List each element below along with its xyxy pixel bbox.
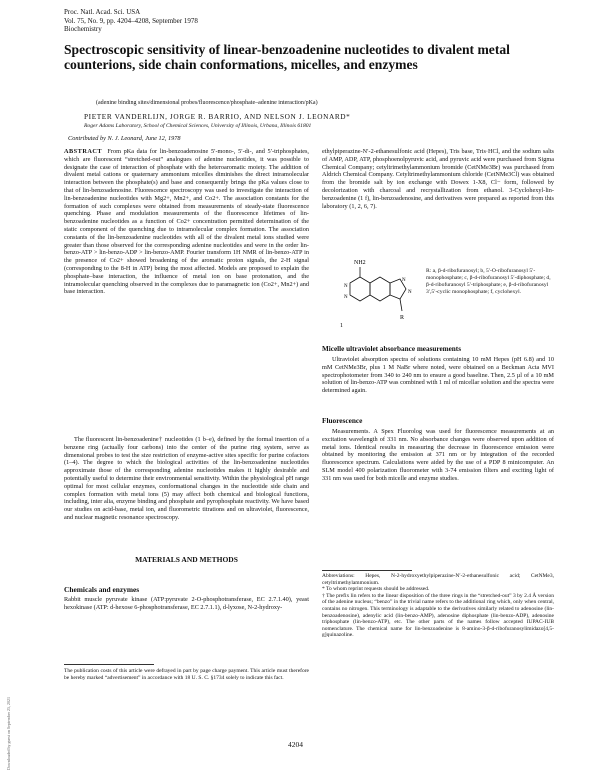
abbreviations-footnote: Abbreviations: Hepes, N-2-hydroxyethylpiperazine-N′-2-ethanesulfonic acid; CetNMe3, cetyltrimethylammonium. <box>322 573 554 586</box>
right-footnotes <box>322 573 554 639</box>
svg-text:N: N <box>344 295 348 300</box>
structure-legend: R: a, β-d-ribofuranosyl; b, 5′-O-ribofuranosyl 5′-monophosphate; c, β-d-ribofuranosyl 5′-diphosphate; d, β-d-ribofuranosyl 5′-triphosphate; e, β-d-ribofuranosyl 3′,5′-cyclic monophosphate; f, cyclohexyl. <box>426 268 551 295</box>
fluorescence-heading: Fluorescence <box>322 416 363 425</box>
authors: PIETER VANDERLIJN, JORGE R. BARRIO, AND NELSON J. LEONARD* <box>84 112 351 121</box>
abstract-label: ABSTRACT <box>64 148 103 155</box>
micelle-text: Ultraviolet absorption spectra of solutions containing 10 mM Hepes (pH 6.8) and 10 mM CetNMe3Br, plus 1 M NaBr where noted, were obtained on a Beckman Acta MVI spectrophotometer from 340 to 240 nm to ensure a good baseline. Then, 2.5 µl of a 10 mM solution of lin-benzo-ATP was combined with 1 ml of micellar solution and the spectra were determined again. <box>322 356 554 395</box>
download-watermark: Downloaded by guest on September 25, 2021 <box>6 697 11 770</box>
abstract-text: From pKa data for lin-benzoadenosine 5′-mono-, 5′-di-, and 5′-triphosphates, which are fluorescent “stretched-out” analogues of adenine nucleotides, it was possible to designate the case of interaction of phosphate with the heteroaromatic moiety. The addition of divalent metal cations or quaternary ammonium micelles diminishes the direct intramolecular interaction between the phosphate(s) and base and consequently brings the pKa values close to that of lin-benzoadenosine. Fluorescence spectroscopy was used to investigate the interaction of lin-benzoadenine nucleotides with Mg2+, Mn2+, and Co2+. The association constants for the formation of such complexes were obtained from measurements of steady-state fluorescence quenching. Phase and modulation measurements of the fluorescence lifetimes of lin-benzoadenine nucleotides as a function of Co2+ concentration permitted determination of the static component of the quenching due to intramolecular complex formation. The association constants of the lin-benzoadenine nucleotides with all of the divalent metal ions studied were greater than those observed for the corresponding adenine nucleotides and were in the order lin-benzo-ATP > lin-benzo-ADP > lin-benzo-AMP. Fourier transform 1H NMR of lin-benzo-ATP in the presence of Co2+ showed broadening of the aromatic proton signals, the 2-H signal (corresponding to the 8-H in ATP) being the most affected. Models are proposed to explain the phosphate–base interaction, the influence of metal ion on base protonation, and the intramolecular quenching observed in the complexes due to paramagnetic ion (Co2+, Mn2+) and base interaction. <box>64 148 309 296</box>
journal-name: Proc. Natl. Acad. Sci. USA <box>64 8 141 16</box>
right-footnote-divider <box>322 570 412 571</box>
structure-number: 1 <box>340 323 343 329</box>
reprint-footnote: * To whom reprint requests should be addressed. <box>322 586 430 593</box>
structure-r-label: R <box>400 315 405 321</box>
journal-header <box>64 8 198 34</box>
micelle-heading: Micelle ultraviolet absorbance measurements <box>322 345 461 353</box>
fluorescence-text: Measurements. A Spex Fluorolog was used for fluorescence measurements at an excitation wavelength of 331 nm. No absorbance changes were observed upon addition of metal ions. Identical results in measuring the decrease in fluorescence emission were obtained by monitoring the emission at 371 nm or by integration of the recorded fluorescence spectrum. Calculations were aided by the use of a PDP 8 minicomputer. An SLM model 400 polarization fluorometer with 3-74 emission filters and exciting light of 331 nm was used for both micelle and enzyme studies. <box>322 428 554 482</box>
structure-drawing <box>336 253 426 333</box>
methods-heading: MATERIALS AND METHODS <box>135 555 238 564</box>
svg-text:N: N <box>344 284 348 289</box>
contributed-line: Contributed by N. J. Leonard, June 12, 1978 <box>68 135 181 142</box>
keywords: (adenine binding sites/dimensional probes/fluorescence/phosphate–adenine interaction/pKa) <box>96 100 318 106</box>
introduction: The fluorescent lin-benzoadenine† nucleotides (1 b–e), defined by the formal insertion of a benzene ring (actually four carbons) into the center of the purine ring system, serve as dimensional probes to test the size restriction of enzyme-active sites specific for purine cofactors (1–4). The degree to which the biological activities of the lin-benzoadenine nucleotides approximate those of the corresponding adenine nucleotides makes it highly desirable and potentially useful to determine their environmental sensitivity. Within the physiological pH range optimal for most cellular enzymes, conformational changes in the nucleotide side chain and complex formation with metal ions (5) may affect both chemical and biological functions, including, inter alia, enzyme binding and phosphate and pyrophosphate reactivity. We have based our studies on acid-base, metal ion, and fluorometric titrations and on ultraviolet, fluorescence, and nuclear magnetic resonance spectroscopy. <box>64 436 309 521</box>
publication-footnote: The publication costs of this article were defrayed in part by page charge payment. This article must therefore be hereby marked “advertisement” in accordance with 18 U. S. C. §1734 solely to indicate this fact. <box>64 668 309 681</box>
footnote-divider <box>64 664 154 665</box>
svg-text:N: N <box>408 290 412 295</box>
paper-title: Spectroscopic sensitivity of linear-benzoadenine nucleotides to divalent metal counterions, side chain conformations, micelles, and enzymes <box>64 42 510 72</box>
chemicals-continued: ethylpiperazine-N′-2-ethanesulfonic acid (Hepes), Tris base, Tris·HCl, and the sodium salts of AMP, ADP, ATP, phosphoenolpyruvic acid, and pyruvic acid were purchased from Sigma Chemical Company; cetyltrimethylammonium bromide (CetNMe3Br) was purchased from Aldrich Chemical Company. Cetyltrimethylammonium chloride (CetNMe3Cl) was obtained from the bromide salt by ion exchange with Dowex 1-X8, Cl− form, followed by decolorization with charcoal and recrystallization from ethanol. 3-Cyclohexyl-lin-benzoadenine (1 f), lin-benzoadenosine, and derivatives were prepared as reported from this laboratory (1, 2, 6, 7). <box>322 148 554 210</box>
journal-section: Biochemistry <box>64 25 102 33</box>
journal-volume: Vol. 75, No. 9, pp. 4204–4208, September 1978 <box>64 16 198 25</box>
dagger-footnote: † The prefix lin refers to the linear disposition of the three rings in the “stretched-out” 3 by 2.4 Å version of the adenine nucleus; “benzo” in the trivial name refers to the additional ring which, only when central, contains no nitrogen. This terminology is adaptable to the derivatives similarly related to adenosine (lin-benzoadenosine), adenylic acid (lin-benzo-AMP), adenosine diphosphate (lin-benzo-ADP), adenosine triphosphate (lin-benzo-ATP), etc. The other parts of the names follow accepted IUPAC-IUB nomenclature. The chemical name for lin-benzoadenine is 8-amino-3-β-d-ribofuranosylimidazo[4,5-g]quinazoline. <box>322 592 554 639</box>
structure-nh2-label: NH2 <box>354 260 366 266</box>
affiliation: Roger Adams Laboratory, School of Chemical Sciences, University of Illinois, Urbana, Illinois 61801 <box>84 123 312 129</box>
chemicals-text: Rabbit muscle pyruvate kinase (ATP:pyruvate 2-O-phosphotransferase, EC 2.7.1.40), yeast hexokinase (ATP: d-hexose 6-phosphotransferase, EC 2.7.1.1), d-lyxose, N-2-hydroxy- <box>64 596 309 611</box>
svg-text:N: N <box>402 278 406 283</box>
abstract <box>64 148 309 296</box>
page-number: 4204 <box>288 740 303 749</box>
chemicals-heading: Chemicals and enzymes <box>64 585 140 594</box>
chemical-structure <box>336 253 426 333</box>
